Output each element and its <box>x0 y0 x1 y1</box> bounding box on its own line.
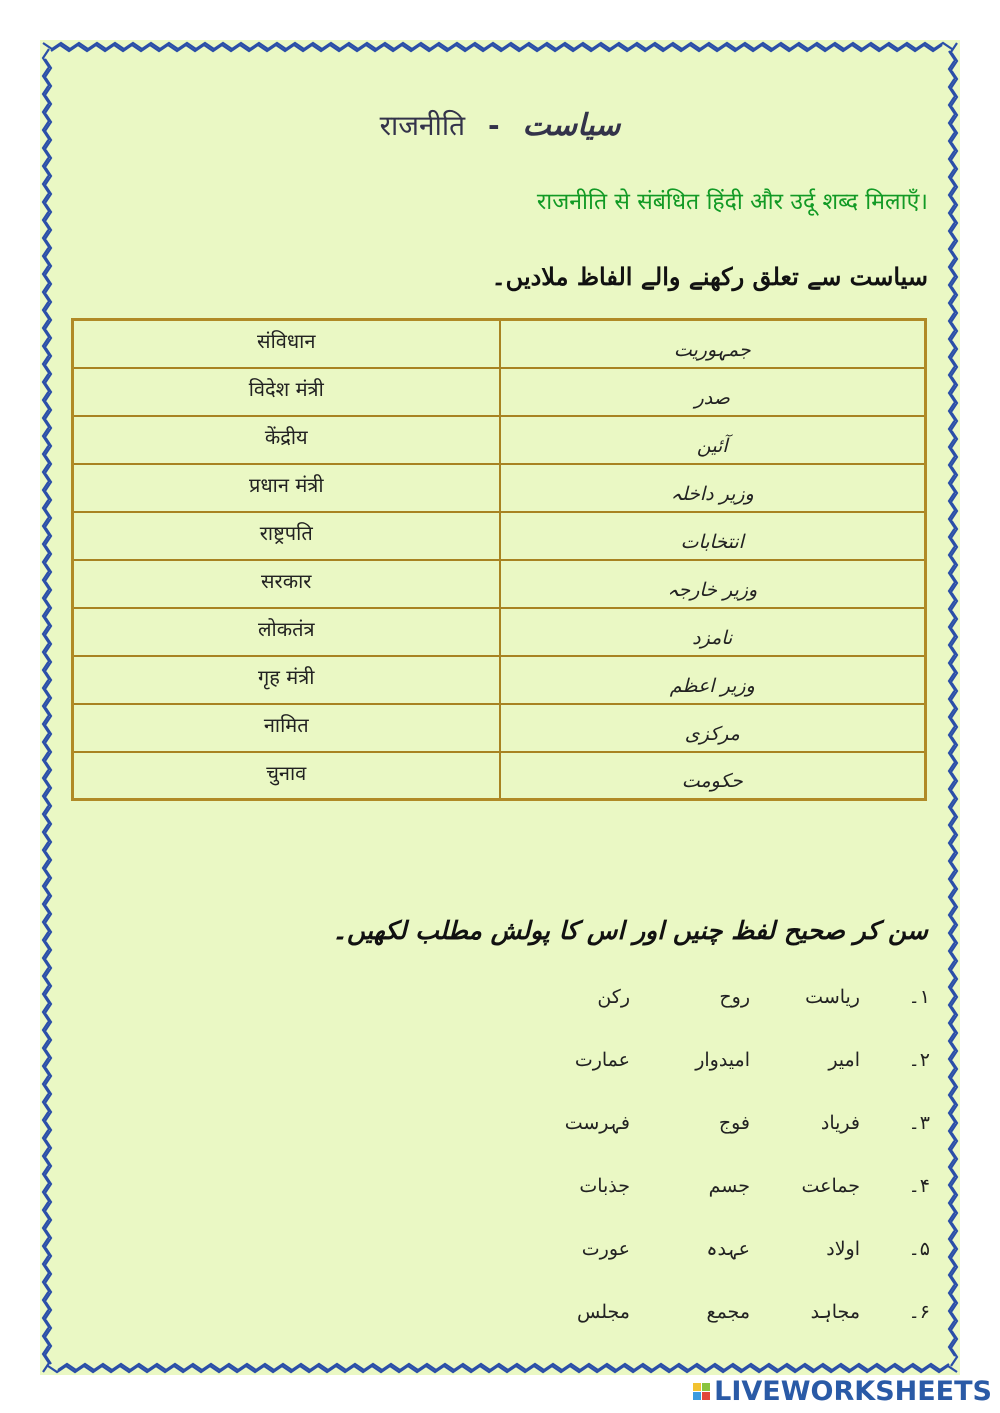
matching-table <box>71 318 927 801</box>
question-row <box>510 1301 930 1341</box>
hindi-word-cell[interactable]: केंद्रीय <box>73 416 500 464</box>
hindi-word-cell[interactable]: राष्ट्रपति <box>73 512 500 560</box>
urdu-word-cell[interactable]: وزیر خارجہ <box>500 560 926 608</box>
table-row <box>73 368 926 416</box>
word-option[interactable]: امیر <box>828 1049 860 1071</box>
hindi-word-cell[interactable]: नामित <box>73 704 500 752</box>
urdu-word-cell[interactable]: مرکزی <box>500 704 926 752</box>
brand-text: LIVEWORKSHEETS <box>714 1376 992 1407</box>
table-row <box>73 560 926 608</box>
question-number: ۳۔ <box>908 1112 930 1134</box>
word-option[interactable]: جذبات <box>579 1175 630 1197</box>
section2-instruction: سن کر صحیح لفظ چنیں اور اس کا پولش مطلب لکھیں۔ <box>332 916 928 945</box>
word-option[interactable]: ریاست <box>805 986 860 1008</box>
word-option[interactable]: مجاہد <box>810 1301 860 1323</box>
question-number: ۶۔ <box>908 1301 930 1323</box>
word-option[interactable]: امیدوار <box>695 1049 750 1071</box>
table-row <box>73 704 926 752</box>
word-option[interactable]: فریاد <box>820 1112 860 1134</box>
hindi-word-cell[interactable]: संविधान <box>73 320 500 368</box>
word-option[interactable]: اولاد <box>826 1238 860 1260</box>
table-row <box>73 656 926 704</box>
urdu-word-cell[interactable]: انتخابات <box>500 512 926 560</box>
instruction-hindi: राजनीति से संबंधित हिंदी और उर्दू शब्द मिलाएँ। <box>536 189 928 215</box>
urdu-word-cell[interactable]: نامزد <box>500 608 926 656</box>
question-row <box>510 1049 930 1089</box>
question-row <box>510 986 930 1026</box>
question-number: ۵۔ <box>908 1238 930 1260</box>
urdu-word-cell[interactable]: آئین <box>500 416 926 464</box>
urdu-word-cell[interactable]: وزیر داخلہ <box>500 464 926 512</box>
question-number: ۲۔ <box>908 1049 930 1071</box>
hindi-word-cell[interactable]: चुनाव <box>73 752 500 800</box>
table-row <box>73 608 926 656</box>
instruction-urdu: سیاست سے تعلق رکھنے والے الفاظ ملادیں۔ <box>491 262 928 291</box>
word-option[interactable]: عمارت <box>574 1049 630 1071</box>
word-option[interactable]: مجلس <box>577 1301 630 1323</box>
question-number: ۴۔ <box>908 1175 930 1197</box>
liveworksheets-logo <box>693 1376 992 1407</box>
hindi-word-cell[interactable]: सरकार <box>73 560 500 608</box>
urdu-word-cell[interactable]: جمہوریت <box>500 320 926 368</box>
hindi-word-cell[interactable]: गृह मंत्री <box>73 656 500 704</box>
table-row <box>73 320 926 368</box>
word-option[interactable]: فوج <box>718 1112 750 1134</box>
urdu-word-cell[interactable]: حکومت <box>500 752 926 800</box>
word-option[interactable]: عورت <box>581 1238 630 1260</box>
title-urdu: سیاست <box>522 108 621 143</box>
word-option[interactable]: روح <box>719 986 750 1008</box>
urdu-word-cell[interactable]: صدر <box>500 368 926 416</box>
hindi-word-cell[interactable]: प्रधान मंत्री <box>73 464 500 512</box>
word-option[interactable]: رکن <box>597 986 630 1008</box>
word-option[interactable]: جسم <box>708 1175 750 1197</box>
table-row <box>73 416 926 464</box>
page-title <box>40 106 960 144</box>
question-row <box>510 1112 930 1152</box>
word-option[interactable]: فہرست <box>564 1112 630 1134</box>
worksheet-page <box>40 40 960 1375</box>
question-row <box>510 1238 930 1278</box>
logo-mark-icon <box>693 1383 710 1400</box>
hindi-word-cell[interactable]: विदेश मंत्री <box>73 368 500 416</box>
table-row <box>73 464 926 512</box>
table-row <box>73 752 926 800</box>
urdu-word-cell[interactable]: وزیر اعظم <box>500 656 926 704</box>
word-option[interactable]: مجمع <box>706 1301 750 1323</box>
hindi-word-cell[interactable]: लोकतंत्र <box>73 608 500 656</box>
word-option[interactable]: عہدہ <box>706 1238 750 1260</box>
word-option[interactable]: جماعت <box>801 1175 860 1197</box>
question-number: ۱۔ <box>908 986 930 1008</box>
title-hindi: राजनीति <box>379 109 466 142</box>
question-row <box>510 1175 930 1215</box>
title-separator: - <box>487 109 500 142</box>
table-row <box>73 512 926 560</box>
